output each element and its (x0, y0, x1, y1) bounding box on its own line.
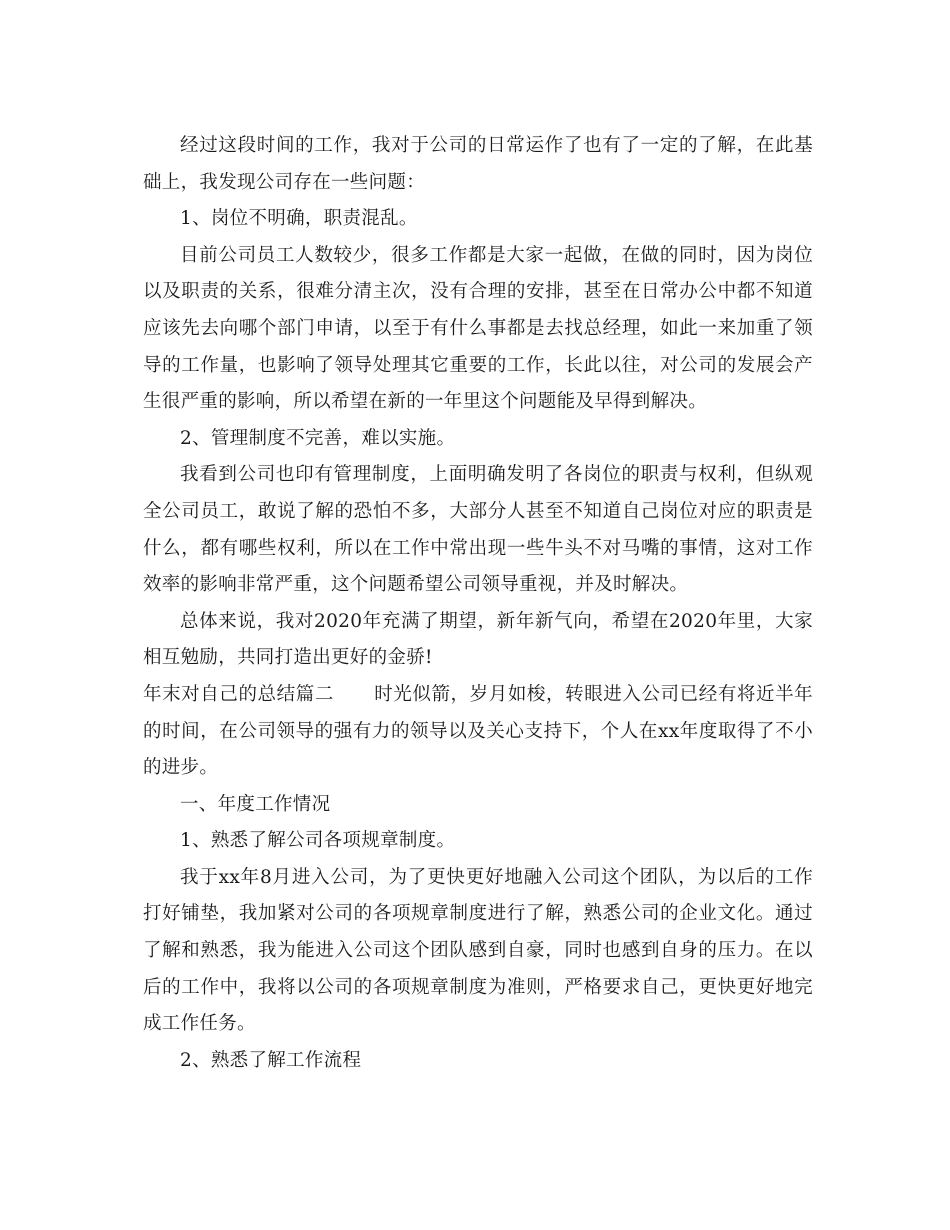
paragraph: 目前公司员工人数较少，很多工作都是大家一起做，在做的同时，因为岗位以及职责的关系，很难分清主次，没有合理的安排，甚至在日常办公中都不知道应该先去向哪个部门申请，以至于有什么事都是去找总经理，如此一来加重了领导的工作量，也影响了领导处理其它重要的工作，长此以往，对公司的发展会产生很严重的影响，所以希望在新的一年里这个问题能及早得到解决。 (143, 244, 813, 413)
paragraph: 2、管理制度不完善，难以实施。 (180, 427, 456, 449)
paragraph: 一、年度工作情况 (180, 793, 331, 815)
paragraph: 1、岗位不明确，职责混乱。 (180, 208, 418, 230)
paragraph: 总体来说，我对2020年充满了期望，新年新气向，希望在2020年里，大家相互勉励，共同打造出更好的金骄! (143, 610, 813, 669)
section-intro: 时光似箭，岁月如梭，转眼进入公司已经有将近半年的时间，在公司领导的强有力的领导以及关心支持下，个人在xx年度取得了不小的进步。 (143, 683, 813, 779)
paragraph: 1、熟悉了解公司各项规章制度。 (180, 830, 456, 852)
section-heading-paragraph (143, 677, 813, 787)
section-title: 年末对自己的总结篇二 (143, 683, 334, 705)
paragraph: 2、熟悉了解工作流程 (180, 1049, 362, 1071)
paragraph: 我看到公司也印有管理制度，上面明确发明了各岗位的职责与权利，但纵观全公司员工，敢说了解的恐怕不多，大部分人甚至不知道自己岗位对应的职责是什么，都有哪些权利，所以在工作中常出现一些牛头不对马嘴的事情，这对工作效率的影响非常严重，这个问题希望公司领导重视，并及时解决。 (143, 464, 813, 596)
document-body (143, 128, 813, 1079)
paragraph: 经过这段时间的工作，我对于公司的日常运作了也有了一定的了解，在此基础上，我发现公司存在一些问题： (143, 135, 813, 193)
paragraph: 我于xx年8月进入公司，为了更快更好地融入公司这个团队，为以后的工作打好铺垫，我加紧对公司的各项规章制度进行了解，熟悉公司的企业文化。通过了解和熟悉，我为能进入公司这个团队感到自豪，同时也感到自身的压力。在以后的工作中，我将以公司的各项规章制度为准则，严格要求自己，更快更好地完成工作任务。 (143, 866, 813, 1035)
